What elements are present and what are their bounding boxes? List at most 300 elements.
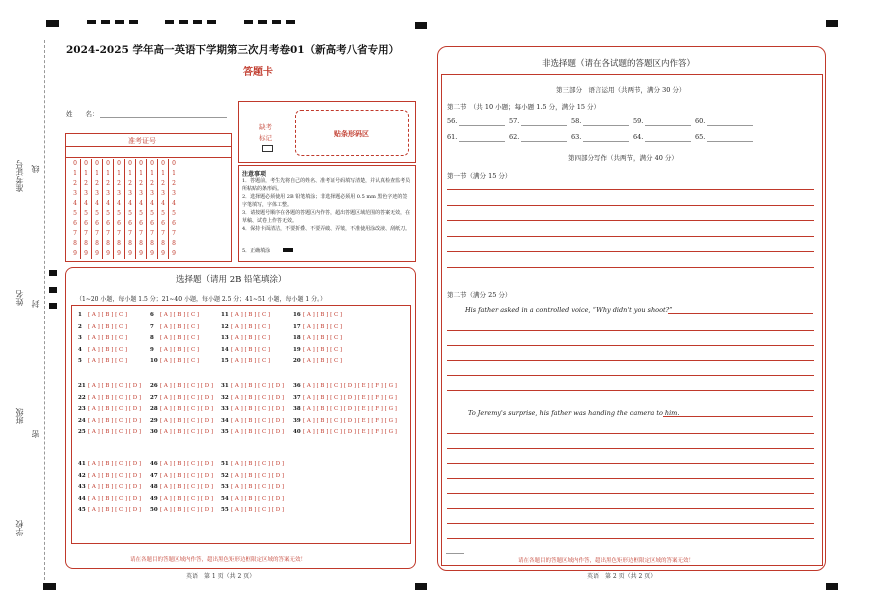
digit-bubble[interactable]: 0	[92, 159, 103, 169]
digit-bubble[interactable]: 0	[81, 159, 92, 169]
choice-question[interactable]	[78, 429, 141, 435]
choice-question[interactable]	[78, 324, 127, 330]
answer-card-label: 答题卡	[243, 67, 273, 78]
blank-answer-line[interactable]	[583, 125, 629, 126]
digit-bubble[interactable]: 9	[114, 249, 125, 259]
para2-prompt: To Jeremy's surprise, his father was handing the camera to him.	[468, 409, 680, 417]
option-bubbles[interactable]: [ A ] [ B ] [ C ] [ D ]	[160, 461, 214, 467]
choice-question[interactable]	[293, 383, 397, 389]
question-number: 3	[78, 335, 82, 341]
choice-question[interactable]	[293, 335, 342, 341]
digit-bubble[interactable]: 6	[92, 219, 103, 229]
writing-line[interactable]	[447, 375, 814, 376]
option-bubbles[interactable]: [ A ] [ B ] [ C ] [ D ]	[160, 383, 214, 389]
digit-bubble[interactable]: 3	[125, 189, 136, 199]
absent-barcode-box	[238, 101, 416, 163]
blank-answer-line[interactable]	[459, 125, 505, 126]
digit-bubble[interactable]: 5	[172, 209, 176, 217]
option-bubbles[interactable]: [ A ] [ B ] [ C ]	[88, 346, 128, 353]
choice-question[interactable]	[221, 395, 284, 401]
choice-question[interactable]	[78, 484, 141, 490]
option-bubbles[interactable]: [ A ] [ B ] [ C ]	[231, 358, 271, 364]
option-bubbles[interactable]: [ A ] [ B ] [ C ] [ D ]	[160, 429, 214, 435]
choice-question[interactable]	[150, 473, 213, 479]
option-bubbles[interactable]: [ A ] [ B ] [ C ]	[303, 312, 343, 318]
option-bubbles[interactable]: [ A ] [ B ] [ C ]	[88, 312, 128, 318]
choice-question[interactable]	[150, 324, 199, 330]
option-bubbles[interactable]: [ A ] [ B ] [ C ]	[160, 323, 200, 330]
choice-question[interactable]	[221, 429, 284, 435]
choice-question[interactable]	[293, 418, 397, 424]
choice-question[interactable]	[150, 395, 213, 401]
option-bubbles[interactable]: [ A ] [ B ] [ C ] [ D ]	[88, 484, 142, 490]
digit-bubble[interactable]: 1	[158, 169, 169, 179]
blank-answer-line[interactable]	[583, 141, 629, 142]
digit-bubble[interactable]: 0	[114, 159, 125, 169]
option-bubbles[interactable]: [ A ] [ B ] [ C ] [ D ]	[231, 406, 285, 412]
question-number: 46	[150, 461, 158, 467]
digit-bubble[interactable]: 9	[158, 249, 169, 259]
option-bubbles[interactable]: [ A ] [ B ] [ C ]	[231, 335, 271, 341]
choice-question[interactable]	[150, 429, 213, 435]
digit-bubble[interactable]: 3	[147, 189, 158, 199]
choice-question[interactable]	[221, 507, 284, 513]
option-bubbles[interactable]: [ A ] [ B ] [ C ] [ D ] [ E ] [ F ] [ G ]	[303, 417, 397, 424]
choice-question[interactable]	[221, 383, 284, 389]
digit-bubble[interactable]: 5	[70, 209, 81, 219]
digit-bubble[interactable]: 7	[114, 229, 125, 239]
digit-bubble[interactable]: 8	[70, 239, 81, 249]
blank-number: 63.	[571, 133, 582, 141]
option-bubbles[interactable]: [ A ] [ B ] [ C ] [ D ]	[88, 406, 142, 412]
writing2-heading: 第二节（满分 25 分）	[447, 291, 512, 299]
digit-bubble[interactable]: 7	[136, 229, 147, 239]
binding-line	[44, 40, 45, 580]
option-bubbles[interactable]: [ A ] [ B ] [ C ] [ D ]	[231, 417, 285, 424]
choice-question[interactable]	[221, 358, 270, 364]
digit-bubble[interactable]: 2	[172, 179, 176, 187]
digit-bubble[interactable]: 3	[92, 189, 103, 199]
absent-checkbox[interactable]	[262, 145, 273, 152]
choice-question[interactable]	[78, 312, 127, 318]
digit-bubble[interactable]: 9	[70, 249, 81, 259]
option-bubbles[interactable]: [ A ] [ B ] [ C ]	[231, 312, 271, 318]
choice-question[interactable]	[293, 324, 342, 330]
part3-heading: 第三部分 语言运用（共两节，满分 30 分）	[556, 86, 686, 94]
choice-question[interactable]	[78, 507, 141, 513]
question-number: 15	[221, 358, 229, 364]
digit-bubble[interactable]: 3	[81, 189, 92, 199]
choice-question[interactable]	[221, 473, 284, 479]
option-bubbles[interactable]: [ A ] [ B ] [ C ]	[303, 358, 343, 364]
option-bubbles[interactable]: [ A ] [ B ] [ C ] [ D ]	[160, 495, 214, 502]
question-number: 31	[221, 383, 229, 389]
writing-line[interactable]	[447, 463, 814, 464]
option-bubbles[interactable]: [ A ] [ B ] [ C ]	[88, 358, 128, 364]
blank-answer-line[interactable]	[521, 125, 567, 126]
digit-bubble[interactable]: 1	[103, 169, 114, 179]
option-bubbles[interactable]: [ A ] [ B ] [ C ] [ D ] [ E ] [ F ] [ G ]	[303, 406, 397, 412]
digit-bubble[interactable]: 7	[147, 229, 158, 239]
note-item: 5．正确填涂	[242, 248, 271, 254]
page1-footer: 英语 第 1 页（共 2 页）	[186, 573, 256, 580]
digit-bubble[interactable]: 5	[81, 209, 92, 219]
digit-bubble[interactable]: 2	[147, 179, 158, 189]
question-number: 8	[150, 335, 154, 341]
choice-footer: 请在各题目的答题区域内作答，超出黑色矩形边框限定区域的答案无效！	[130, 557, 307, 563]
digit-bubble[interactable]: 6	[158, 219, 169, 229]
blank-answer-line[interactable]	[521, 141, 567, 142]
choice-question[interactable]	[78, 496, 141, 502]
digit-bubble[interactable]: 4	[81, 199, 92, 209]
digit-bubble[interactable]: 5	[125, 209, 136, 219]
choice-question[interactable]	[78, 335, 127, 341]
reg-mark	[129, 20, 138, 24]
option-bubbles[interactable]: [ A ] [ B ] [ C ] [ D ]	[231, 472, 285, 479]
reg-mark	[193, 20, 202, 24]
option-bubbles[interactable]: [ A ] [ B ] [ C ] [ D ]	[160, 507, 214, 513]
digit-bubble[interactable]: 8	[92, 239, 103, 249]
option-bubbles[interactable]: [ A ] [ B ] [ C ] [ D ]	[160, 394, 214, 401]
filled-bubble-example	[283, 248, 293, 252]
writing-line[interactable]	[447, 220, 814, 221]
digit-bubble[interactable]: 6	[147, 219, 158, 229]
blank-answer-line[interactable]	[707, 125, 753, 126]
question-number: 54	[221, 495, 229, 502]
digit-bubble[interactable]: 4	[70, 199, 81, 209]
question-number: 4	[78, 346, 82, 353]
choice-question[interactable]	[221, 496, 284, 502]
option-bubbles[interactable]: [ A ] [ B ] [ C ] [ D ]	[88, 472, 142, 479]
digit-bubble[interactable]: 6	[172, 219, 176, 227]
question-number: 32	[221, 394, 229, 401]
digit-bubble[interactable]: 1	[172, 169, 176, 177]
choice-question[interactable]	[221, 418, 284, 424]
digit-bubble-table[interactable]	[70, 159, 179, 259]
choice-question[interactable]	[150, 496, 213, 502]
choice-question[interactable]	[221, 461, 284, 467]
choice-question[interactable]	[150, 335, 199, 341]
digit-bubble[interactable]: 1	[92, 169, 103, 179]
writing-line[interactable]	[447, 523, 814, 524]
choice-question[interactable]	[293, 358, 342, 364]
digit-bubble[interactable]: 9	[81, 249, 92, 259]
option-bubbles[interactable]: [ A ] [ B ] [ C ]	[231, 346, 271, 353]
digit-bubble[interactable]: 8	[136, 239, 147, 249]
choice-question[interactable]	[78, 461, 141, 467]
digit-bubble[interactable]: 2	[81, 179, 92, 189]
digit-bubble[interactable]: 9	[147, 249, 158, 259]
digit-bubble[interactable]: 2	[136, 179, 147, 189]
option-bubbles[interactable]: [ A ] [ B ] [ C ] [ D ]	[231, 507, 285, 513]
choice-question[interactable]	[150, 418, 213, 424]
option-bubbles[interactable]: [ A ] [ B ] [ C ] [ D ]	[160, 484, 214, 490]
option-bubbles[interactable]: [ A ] [ B ] [ C ]	[88, 335, 128, 341]
question-number: 39	[293, 417, 301, 424]
option-bubbles[interactable]: [ A ] [ B ] [ C ]	[303, 346, 343, 353]
option-bubbles[interactable]: [ A ] [ B ] [ C ] [ D ]	[231, 461, 285, 467]
blank-answer-line[interactable]	[459, 141, 505, 142]
digit-bubble[interactable]: 6	[81, 219, 92, 229]
writing-line[interactable]	[447, 360, 814, 361]
digit-bubble[interactable]: 6	[125, 219, 136, 229]
choice-question[interactable]	[150, 406, 213, 412]
digit-bubble[interactable]: 7	[125, 229, 136, 239]
digit-bubble[interactable]: 0	[136, 159, 147, 169]
writing-line[interactable]	[447, 330, 814, 331]
option-bubbles[interactable]: [ A ] [ B ] [ C ] [ D ]	[231, 495, 285, 502]
digit-bubble[interactable]: 0	[70, 159, 81, 169]
option-bubbles[interactable]: [ A ] [ B ] [ C ]	[160, 346, 200, 353]
option-bubbles[interactable]: [ A ] [ B ] [ C ] [ D ]	[231, 383, 285, 389]
option-bubbles[interactable]: [ A ] [ B ] [ C ] [ D ]	[160, 417, 214, 424]
reg-mark	[826, 20, 838, 27]
digit-bubble[interactable]: 2	[103, 179, 114, 189]
reg-mark	[101, 20, 110, 24]
digit-bubble[interactable]: 4	[125, 199, 136, 209]
digit-bubble[interactable]: 6	[136, 219, 147, 229]
option-bubbles[interactable]: [ A ] [ B ] [ C ] [ D ]	[88, 394, 142, 401]
digit-bubble[interactable]: 1	[125, 169, 136, 179]
option-bubbles[interactable]: [ A ] [ B ] [ C ]	[303, 335, 343, 341]
writing-line[interactable]	[447, 493, 814, 494]
digit-bubble[interactable]: 1	[70, 169, 81, 179]
option-bubbles[interactable]: [ A ] [ B ] [ C ]	[160, 335, 200, 341]
digit-bubble[interactable]: 4	[103, 199, 114, 209]
option-bubbles[interactable]: [ A ] [ B ] [ C ] [ D ]	[88, 507, 142, 513]
digit-bubble[interactable]: 9	[172, 249, 176, 257]
blank-answer-line[interactable]	[645, 141, 691, 142]
writing-line[interactable]	[447, 189, 814, 190]
question-number: 48	[150, 484, 158, 490]
side-label-xian: 线	[31, 165, 40, 173]
choice-question[interactable]	[221, 335, 270, 341]
choice-question[interactable]	[293, 312, 342, 318]
writing-line[interactable]	[447, 345, 814, 346]
blank-number: 58.	[571, 117, 582, 125]
choice-question[interactable]	[293, 406, 397, 412]
option-bubbles[interactable]: [ A ] [ B ] [ C ]	[88, 323, 128, 330]
side-label-name: 姓名	[15, 290, 24, 306]
blank-number: 65.	[695, 133, 706, 141]
choice-question[interactable]	[78, 406, 141, 412]
digit-bubble[interactable]: 2	[158, 179, 169, 189]
digit-bubble[interactable]: 4	[147, 199, 158, 209]
digit-bubble[interactable]: 0	[147, 159, 158, 169]
digit-bubble[interactable]: 1	[81, 169, 92, 179]
choice-question[interactable]	[150, 461, 213, 467]
sec2-heading: 第二节 （共 10 小题；每小题 1.5 分，满分 15 分）	[447, 103, 601, 111]
digit-bubble[interactable]: 3	[114, 189, 125, 199]
digit-bubble[interactable]: 3	[103, 189, 114, 199]
answer-line[interactable]	[663, 416, 813, 417]
choice-question[interactable]	[78, 347, 127, 353]
digit-bubble[interactable]: 4	[158, 199, 169, 209]
digit-bubble[interactable]: 6	[70, 219, 81, 229]
digit-bubble[interactable]: 5	[158, 209, 169, 219]
digit-bubble[interactable]: 3	[70, 189, 81, 199]
choice-question[interactable]	[150, 484, 213, 490]
divider	[66, 146, 231, 147]
question-number: 37	[293, 394, 301, 401]
question-number: 14	[221, 346, 229, 353]
question-number: 23	[78, 406, 86, 412]
option-bubbles[interactable]: [ A ] [ B ] [ C ] [ D ]	[231, 429, 285, 435]
option-bubbles[interactable]: [ A ] [ B ] [ C ] [ D ]	[160, 472, 214, 479]
writing-line[interactable]	[447, 251, 814, 252]
side-label-mi: 密	[31, 430, 40, 438]
digit-bubble[interactable]: 0	[172, 159, 176, 167]
absent-label: 标记	[259, 134, 272, 142]
question-number: 33	[221, 406, 229, 412]
digit-bubble[interactable]: 4	[136, 199, 147, 209]
digit-bubble[interactable]: 9	[125, 249, 136, 259]
option-bubbles[interactable]: [ A ] [ B ] [ C ] [ D ]	[88, 495, 142, 502]
digit-bubble[interactable]: 8	[147, 239, 158, 249]
choice-question[interactable]	[221, 484, 284, 490]
reg-mark	[49, 287, 57, 293]
digit-bubble[interactable]: 7	[81, 229, 92, 239]
choice-question[interactable]	[150, 347, 199, 353]
reg-mark	[46, 20, 59, 27]
digit-bubble[interactable]: 3	[158, 189, 169, 199]
option-bubbles[interactable]: [ A ] [ B ] [ C ] [ D ]	[88, 417, 142, 424]
option-bubbles[interactable]: [ A ] [ B ] [ C ]	[303, 323, 343, 330]
digit-bubble[interactable]: 7	[172, 229, 176, 237]
digit-bubble[interactable]: 9	[136, 249, 147, 259]
absent-label: 缺考	[259, 123, 272, 131]
digit-bubble[interactable]: 5	[114, 209, 125, 219]
digit-bubble[interactable]: 8	[114, 239, 125, 249]
writing1-heading: 第一节（满分 15 分）	[447, 172, 512, 180]
option-bubbles[interactable]: [ A ] [ B ] [ C ] [ D ]	[231, 394, 285, 401]
question-number: 55	[221, 507, 229, 513]
answer-line[interactable]	[668, 313, 813, 314]
question-number: 29	[150, 417, 158, 424]
digit-bubble[interactable]: 5	[103, 209, 114, 219]
digit-bubble[interactable]: 2	[114, 179, 125, 189]
digit-bubble[interactable]: 2	[125, 179, 136, 189]
non-choice-title: 非选择题（请在各试题的答题区内作答）	[542, 59, 696, 69]
part4-heading: 第四部分写作（共两节，满分 40 分）	[568, 154, 678, 162]
writing-line[interactable]	[447, 448, 814, 449]
choice-question[interactable]	[78, 383, 141, 389]
digit-bubble[interactable]: 2	[92, 179, 103, 189]
digit-bubble[interactable]: 0	[125, 159, 136, 169]
digit-bubble[interactable]: 6	[103, 219, 114, 229]
option-bubbles[interactable]: [ A ] [ B ] [ C ] [ D ]	[88, 429, 142, 435]
choice-question[interactable]	[150, 507, 213, 513]
choice-question[interactable]	[150, 312, 199, 318]
digit-bubble[interactable]: 8	[158, 239, 169, 249]
choice-question[interactable]	[221, 347, 270, 353]
digit-bubble[interactable]: 0	[158, 159, 169, 169]
name-field[interactable]	[100, 117, 227, 118]
digit-bubble[interactable]: 7	[92, 229, 103, 239]
writing-line[interactable]	[447, 538, 814, 539]
option-bubbles[interactable]: [ A ] [ B ] [ C ]	[160, 312, 200, 318]
digit-bubble[interactable]: 3	[172, 189, 176, 197]
writing-line[interactable]	[447, 478, 814, 479]
option-bubbles[interactable]: [ A ] [ B ] [ C ] [ D ]	[231, 484, 285, 490]
option-bubbles[interactable]: [ A ] [ B ] [ C ] [ D ]	[160, 406, 214, 412]
digit-bubble[interactable]: 9	[92, 249, 103, 259]
digit-bubble[interactable]: 3	[136, 189, 147, 199]
option-bubbles[interactable]: [ A ] [ B ] [ C ] [ D ] [ E ] [ F ] [ G ]	[303, 394, 397, 401]
digit-bubble[interactable]: 1	[114, 169, 125, 179]
choice-question[interactable]	[78, 395, 141, 401]
choice-question[interactable]	[293, 429, 397, 435]
option-bubbles[interactable]: [ A ] [ B ] [ C ]	[160, 358, 200, 364]
digit-bubble[interactable]: 8	[103, 239, 114, 249]
option-bubbles[interactable]: [ A ] [ B ] [ C ] [ D ]	[88, 461, 142, 467]
choice-question[interactable]	[221, 324, 270, 330]
writing-line[interactable]	[447, 508, 814, 509]
question-number: 20	[293, 358, 301, 364]
digit-bubble[interactable]: 8	[172, 239, 176, 247]
choice-question[interactable]	[221, 312, 270, 318]
choice-question[interactable]	[221, 406, 284, 412]
barcode-label: 贴条形码区	[334, 129, 369, 138]
writing-line[interactable]	[447, 390, 814, 391]
writing-line[interactable]	[447, 236, 814, 237]
writing-line[interactable]	[447, 205, 814, 206]
question-number: 52	[221, 472, 229, 479]
choice-question[interactable]	[78, 418, 141, 424]
short-line	[446, 553, 464, 554]
digit-bubble[interactable]: 2	[70, 179, 81, 189]
question-number: 11	[221, 312, 229, 318]
choice-question[interactable]	[150, 358, 199, 364]
digit-bubble[interactable]: 7	[103, 229, 114, 239]
digit-bubble[interactable]: 5	[147, 209, 158, 219]
blank-number: 56.	[447, 117, 458, 125]
note-item: 3．请按题号顺序在各题的答题区内作答，超出答题区域范围的答案无效，在草稿、试卷上作答无效。	[242, 210, 411, 224]
writing-line[interactable]	[447, 433, 814, 434]
digit-bubble[interactable]: 6	[114, 219, 125, 229]
digit-bubble[interactable]: 7	[158, 229, 169, 239]
digit-bubble[interactable]: 4	[114, 199, 125, 209]
digit-bubble[interactable]: 5	[136, 209, 147, 219]
option-bubbles[interactable]: [ A ] [ B ] [ C ]	[231, 323, 271, 330]
choice-question[interactable]	[150, 383, 213, 389]
notes-title: 注意事项	[242, 171, 267, 178]
digit-bubble[interactable]: 8	[81, 239, 92, 249]
question-number: 30	[150, 429, 158, 435]
option-bubbles[interactable]: [ A ] [ B ] [ C ] [ D ] [ E ] [ F ] [ G ]	[303, 383, 397, 389]
choice-question[interactable]	[293, 347, 342, 353]
choice-question[interactable]	[78, 358, 127, 364]
digit-bubble[interactable]: 9	[103, 249, 114, 259]
option-bubbles[interactable]: [ A ] [ B ] [ C ] [ D ]	[88, 383, 142, 389]
blank-answer-line[interactable]	[645, 125, 691, 126]
blank-answer-line[interactable]	[707, 141, 753, 142]
digit-bubble[interactable]: 8	[125, 239, 136, 249]
digit-bubble[interactable]: 0	[103, 159, 114, 169]
choice-question[interactable]	[293, 395, 397, 401]
choice-question[interactable]	[78, 473, 141, 479]
digit-bubble[interactable]: 5	[92, 209, 103, 219]
digit-bubble[interactable]: 7	[70, 229, 81, 239]
barcode-area	[295, 110, 409, 156]
digit-bubble[interactable]: 4	[92, 199, 103, 209]
side-label-zkzh: 准考证号	[15, 160, 24, 192]
option-bubbles[interactable]: [ A ] [ B ] [ C ] [ D ] [ E ] [ F ] [ G ]	[303, 429, 397, 435]
digit-bubble[interactable]: 1	[147, 169, 158, 179]
writing-line[interactable]	[447, 267, 814, 268]
digit-bubble[interactable]: 1	[136, 169, 147, 179]
digit-bubble[interactable]: 4	[172, 199, 176, 207]
